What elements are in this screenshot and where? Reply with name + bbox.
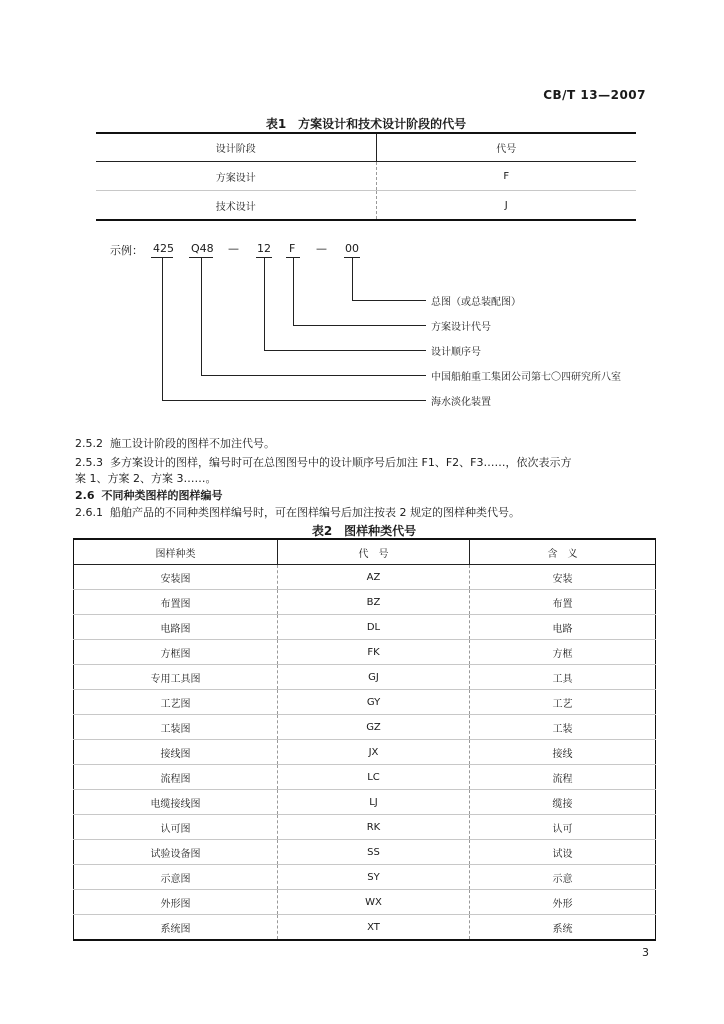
table2-cell: 试验设备图 xyxy=(150,848,201,860)
table2-cell: 工艺图 xyxy=(160,698,191,710)
table2-cell: 方框图 xyxy=(160,648,191,660)
page-number: 3 xyxy=(642,946,649,959)
clause-heading: 不同种类图样的图样编号 xyxy=(101,489,223,502)
table2-cell: SY xyxy=(278,865,470,890)
table2-cell: 专用工具图 xyxy=(150,673,201,685)
leader-line xyxy=(201,257,202,375)
table2-header-cell: 图样种类 xyxy=(155,548,196,560)
table-row xyxy=(74,665,656,690)
leader-line xyxy=(293,257,294,325)
table2-cell: WX xyxy=(278,890,470,915)
table2-cell: LC xyxy=(278,765,470,790)
table2-cell: 示意图 xyxy=(160,873,191,885)
table2-caption: 表2 图样种类代号 xyxy=(311,524,417,538)
table-row xyxy=(74,690,656,715)
table2-cell: JX xyxy=(278,740,470,765)
table2-cell: 布置 xyxy=(470,590,656,615)
leader-line xyxy=(162,400,426,401)
example-part-product: 425 xyxy=(153,242,174,255)
annotation-sequence: 设计顺序号 xyxy=(431,347,481,358)
table2-cell: 接线图 xyxy=(160,748,191,760)
leader-line xyxy=(352,300,426,301)
table2-cell: SS xyxy=(278,840,470,865)
clause-number: 2.5.2 xyxy=(75,437,103,450)
leader-line xyxy=(264,257,265,350)
heading-2-6 xyxy=(75,489,665,503)
table2-cell: GJ xyxy=(278,665,470,690)
example-part-stage: F xyxy=(289,242,296,255)
paragraph-2-5-3 xyxy=(75,456,665,470)
example-part-drawing: 00 xyxy=(345,242,359,255)
table-row xyxy=(74,590,656,615)
table2-body xyxy=(74,565,656,941)
table2-cell: 试设 xyxy=(470,840,656,865)
table-row xyxy=(74,765,656,790)
table-row xyxy=(74,815,656,840)
paragraph-2-5-3-cont xyxy=(75,472,665,486)
example-label: 示例： xyxy=(110,244,143,257)
table2-cell: 认可图 xyxy=(160,823,191,835)
annotation-stage: 方案设计代号 xyxy=(431,322,491,333)
table-row xyxy=(74,640,656,665)
table-row xyxy=(74,840,656,865)
table2-cell: 安装 xyxy=(470,565,656,590)
table-row xyxy=(74,740,656,765)
table1-cell: 技术设计 xyxy=(215,201,256,213)
table2-header-cell: 含 义 xyxy=(470,539,656,565)
table-row xyxy=(74,715,656,740)
table2-cell: 方框 xyxy=(470,640,656,665)
table1-header-cell: 代号 xyxy=(376,133,636,162)
table2-cell: DL xyxy=(278,615,470,640)
table2-cell: BZ xyxy=(278,590,470,615)
table2-cell: GZ xyxy=(278,715,470,740)
clause-text: 多方案设计的图样，编号时可在总图图号中的设计顺序号后加注 F1、F2、F3……，依次表示方 xyxy=(110,456,572,469)
table1-header-cell: 设计阶段 xyxy=(215,144,256,155)
example-part-unit: Q48 xyxy=(191,242,214,255)
table2-cell: 外形图 xyxy=(160,898,191,910)
table2-cell: 外形 xyxy=(470,890,656,915)
table2-cell: 工艺 xyxy=(470,690,656,715)
table-row xyxy=(74,615,656,640)
table2-cell: RK xyxy=(278,815,470,840)
clause-number: 2.6.1 xyxy=(75,506,103,519)
table2-cell: GY xyxy=(278,690,470,715)
annotation-unit: 中国船舶重工集团公司第七〇四研究所八室 xyxy=(431,372,621,383)
table-row xyxy=(74,790,656,815)
table2-cell: 示意 xyxy=(470,865,656,890)
table2-header-cell: 代 号 xyxy=(278,539,470,565)
clause-number: 2.6 xyxy=(75,489,95,502)
table2-cell: 电路 xyxy=(470,615,656,640)
table2-cell: 工装图 xyxy=(160,723,191,735)
table-row xyxy=(74,565,656,590)
paragraph-2-6-1 xyxy=(75,506,665,520)
table2-cell: 布置图 xyxy=(160,598,191,610)
clause-text: 施工设计阶段的图样不加注代号。 xyxy=(110,437,275,450)
table2-cell: 电路图 xyxy=(160,623,191,635)
table2-cell: XT xyxy=(278,915,470,941)
table-row xyxy=(96,162,636,191)
table-row xyxy=(74,915,656,941)
example-part-dash: — xyxy=(228,242,239,255)
standard-code: CB/T 13—2007 xyxy=(543,88,646,102)
table2-cell: 安装图 xyxy=(160,573,191,585)
table2-cell: 缆接 xyxy=(470,790,656,815)
table1-cell: J xyxy=(376,191,636,221)
table2-cell: 工具 xyxy=(470,665,656,690)
table2-cell: 工装 xyxy=(470,715,656,740)
paragraph-2-5-2 xyxy=(75,437,665,451)
table2-cell: LJ xyxy=(278,790,470,815)
table2-cell: 认可 xyxy=(470,815,656,840)
annotation-drawing: 总图（或总装配图） xyxy=(431,297,521,308)
table2-cell: 系统图 xyxy=(160,923,191,935)
example-part-sequence: 12 xyxy=(257,242,271,255)
table2-cell: 电缆接线图 xyxy=(150,798,201,810)
table-row xyxy=(74,865,656,890)
leader-line xyxy=(264,350,426,351)
table1 xyxy=(96,132,636,221)
table2-cell: 系统 xyxy=(470,915,656,941)
table2-header-row xyxy=(74,539,656,565)
table2-cell: AZ xyxy=(278,565,470,590)
table1-caption: 表1 方案设计和技术设计阶段的代号 xyxy=(265,117,467,131)
table2-cell: FK xyxy=(278,640,470,665)
annotation-product: 海水淡化装置 xyxy=(431,397,491,408)
table2 xyxy=(73,538,656,941)
table-row xyxy=(74,890,656,915)
table1-cell: 方案设计 xyxy=(215,172,256,184)
table2-cell: 接线 xyxy=(470,740,656,765)
leader-line xyxy=(162,257,163,400)
table1-header-row xyxy=(96,133,636,162)
leader-line xyxy=(201,375,426,376)
example-part-dash: — xyxy=(316,242,327,255)
leader-line xyxy=(352,257,353,300)
clause-text: 船舶产品的不同种类图样编号时，可在图样编号后加注按表 2 规定的图样种类代号。 xyxy=(110,506,520,519)
table1-cell: F xyxy=(376,162,636,191)
table2-cell: 流程图 xyxy=(160,773,191,785)
table2-cell: 流程 xyxy=(470,765,656,790)
leader-line xyxy=(293,325,426,326)
clause-number: 2.5.3 xyxy=(75,456,103,469)
clause-text: 案 1、方案 2、方案 3……。 xyxy=(75,472,217,485)
table-row xyxy=(96,191,636,221)
